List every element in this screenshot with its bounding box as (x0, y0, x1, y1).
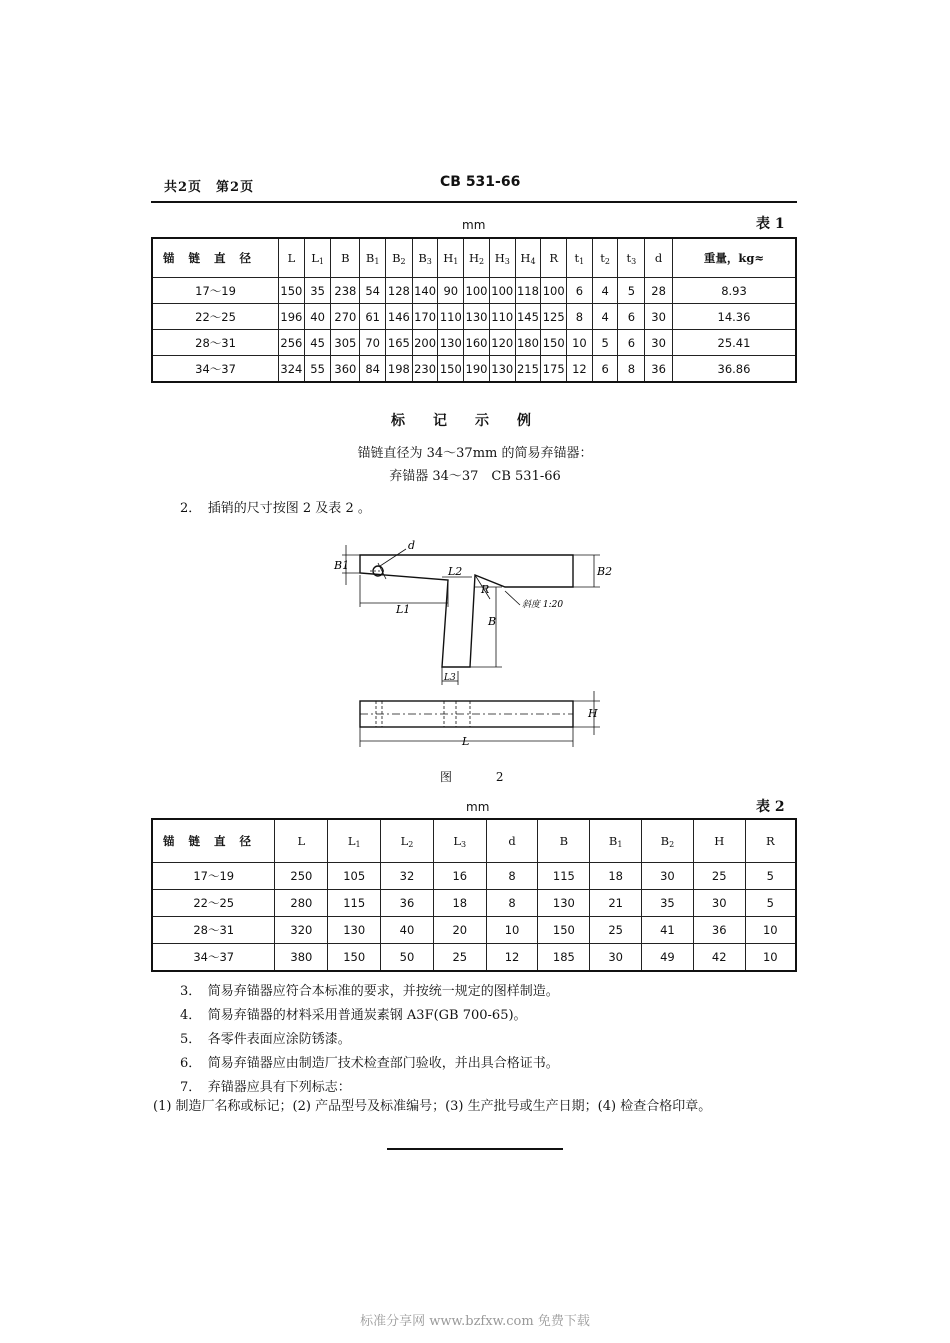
table1-header-cell: 锚链直径 (152, 238, 279, 278)
table-cell: 25 (433, 944, 486, 972)
table-cell: 32 (381, 863, 434, 890)
table-cell: 130 (438, 330, 464, 356)
table-cell: 25 (693, 863, 745, 890)
table-cell: 25 (590, 917, 642, 944)
table1-header-cell: $L_1$ (304, 238, 331, 278)
end-rule (387, 1148, 563, 1150)
table-cell: 30 (590, 944, 642, 972)
table1-header-cell: $B_3$ (412, 238, 438, 278)
table-cell: 21 (590, 890, 642, 917)
figure-caption: 图 2 (440, 770, 524, 784)
table-cell: 30 (693, 890, 745, 917)
table1-header-cell: $B_2$ (386, 238, 413, 278)
table1-header-cell: R (541, 238, 567, 278)
table-cell: 110 (438, 304, 464, 330)
table2-header-cell: $L_1$ (328, 819, 381, 863)
table-cell: 22～25 (152, 304, 279, 330)
label-l1: L1 (396, 603, 411, 616)
table-cell: 150 (438, 356, 464, 383)
table-cell: 40 (381, 917, 434, 944)
table1-header-cell: $H_4$ (515, 238, 541, 278)
table-cell: 16 (433, 863, 486, 890)
table-cell: 140 (412, 278, 438, 304)
table-row (152, 304, 796, 330)
table-cell: 5 (618, 278, 645, 304)
table-cell: 320 (275, 917, 328, 944)
note-4: 4． 简易弃锚器的材料采用普通炭素钢 A3F(GB 700-65)。 (180, 1008, 527, 1023)
table-cell: 198 (386, 356, 413, 383)
example-line-2: 弃锚器 34～37 CB 531-66 (389, 469, 561, 484)
table-cell: 8 (486, 863, 538, 890)
table-cell: 36 (693, 917, 745, 944)
table-cell: 36 (381, 890, 434, 917)
table-cell: 4 (592, 278, 618, 304)
table-cell: 35 (304, 278, 331, 304)
table-cell: 5 (745, 863, 796, 890)
table-cell: 230 (412, 356, 438, 383)
table-cell: 70 (360, 330, 386, 356)
table2-header-cell: $B_2$ (642, 819, 694, 863)
table2-header-cell: H (693, 819, 745, 863)
table-cell: 165 (386, 330, 413, 356)
table-cell: 10 (745, 944, 796, 972)
table-cell: 8 (567, 304, 593, 330)
label-slope: 斜度 1:20 (522, 600, 564, 610)
table-cell: 170 (412, 304, 438, 330)
table-cell: 30 (642, 863, 694, 890)
table-cell: 5 (592, 330, 618, 356)
table-cell: 49 (642, 944, 694, 972)
table-cell: 34～37 (152, 944, 275, 972)
table-cell: 18 (590, 863, 642, 890)
label-b1: B1 (334, 559, 350, 572)
table-cell: 110 (489, 304, 515, 330)
label-l2: L2 (448, 565, 463, 578)
table-cell: 105 (328, 863, 381, 890)
table-cell: 180 (515, 330, 541, 356)
table-cell: 118 (515, 278, 541, 304)
table-cell: 130 (489, 356, 515, 383)
table2-header-cell: $L_3$ (433, 819, 486, 863)
table2-header-cell: L (275, 819, 328, 863)
table-cell: 238 (331, 278, 360, 304)
table-cell: 50 (381, 944, 434, 972)
table-cell: 36 (645, 356, 673, 383)
page-count: 共2页 第2页 (164, 180, 255, 195)
table-cell: 22～25 (152, 890, 275, 917)
table-cell: 360 (331, 356, 360, 383)
table-cell: 146 (386, 304, 413, 330)
table-cell: 130 (464, 304, 490, 330)
table-cell: 18 (433, 890, 486, 917)
table1-header-row (152, 238, 796, 278)
label-h: H (588, 707, 598, 720)
table-row (152, 356, 796, 383)
table-cell: 28～31 (152, 330, 279, 356)
table-row (152, 917, 796, 944)
table-cell: 8.93 (672, 278, 796, 304)
table-cell: 160 (464, 330, 490, 356)
table-cell: 215 (515, 356, 541, 383)
table2-header-cell: $B_1$ (590, 819, 642, 863)
table-row (152, 278, 796, 304)
table-cell: 100 (541, 278, 567, 304)
label-l: L (462, 735, 470, 748)
table-cell: 190 (464, 356, 490, 383)
table2-header-cell: $L_2$ (381, 819, 434, 863)
table2-header-cell: 锚链直径 (152, 819, 275, 863)
note-6: 6． 简易弃锚器应由制造厂技术检查部门验收，并出具合格证书。 (180, 1056, 559, 1071)
table-cell: 6 (618, 330, 645, 356)
table-cell: 6 (592, 356, 618, 383)
table-cell: 17～19 (152, 278, 279, 304)
table-cell: 28～31 (152, 917, 275, 944)
table-cell: 175 (541, 356, 567, 383)
table-cell: 145 (515, 304, 541, 330)
table-cell: 54 (360, 278, 386, 304)
note-7-items: (1) 制造厂名称或标记；(2) 产品型号及标准编号；(3) 生产批号或生产日期；(4) 检查合格印章。 (153, 1099, 712, 1114)
table-cell: 150 (328, 944, 381, 972)
table-row (152, 944, 796, 972)
table1-label: 表 1 (756, 216, 785, 232)
table1-header-cell: $H_2$ (464, 238, 490, 278)
table2-unit: mm (466, 800, 490, 814)
table1-header-cell: $B_1$ (360, 238, 386, 278)
table-cell: 8 (486, 890, 538, 917)
table-cell: 10 (486, 917, 538, 944)
table-cell: 380 (275, 944, 328, 972)
note-3: 3． 简易弃锚器应符合本标准的要求，并按统一规定的图样制造。 (180, 984, 559, 999)
watermark: 标准分享网 www.bzfxw.com 免费下载 (360, 1314, 590, 1329)
table-cell: 34～37 (152, 356, 279, 383)
table-cell: 12 (567, 356, 593, 383)
table1-header-cell: $t_2$ (592, 238, 618, 278)
table-cell: 250 (275, 863, 328, 890)
table-cell: 41 (642, 917, 694, 944)
table-cell: 17～19 (152, 863, 275, 890)
table-2 (151, 818, 797, 972)
table-cell: 280 (275, 890, 328, 917)
table-cell: 125 (541, 304, 567, 330)
table-cell: 25.41 (672, 330, 796, 356)
table1-header-cell: B (331, 238, 360, 278)
table-cell: 6 (567, 278, 593, 304)
table-cell: 61 (360, 304, 386, 330)
table-cell: 55 (304, 356, 331, 383)
table-cell: 185 (538, 944, 590, 972)
table1-header-cell: 重量，kg≈ (672, 238, 796, 278)
table-cell: 115 (328, 890, 381, 917)
table-cell: 5 (745, 890, 796, 917)
table1-header-cell: $t_1$ (567, 238, 593, 278)
table-cell: 8 (618, 356, 645, 383)
label-d: d (408, 539, 416, 552)
table-cell: 90 (438, 278, 464, 304)
table2-label: 表 2 (756, 799, 785, 815)
table-cell: 20 (433, 917, 486, 944)
table-cell: 100 (489, 278, 515, 304)
table-cell: 256 (279, 330, 305, 356)
table-row (152, 330, 796, 356)
table-cell: 10 (745, 917, 796, 944)
standard-code: CB 531-66 (440, 174, 521, 190)
figure-2-drawing (330, 535, 620, 750)
table1-header-cell: d (645, 238, 673, 278)
table1-header-cell: $H_1$ (438, 238, 464, 278)
table1-header-cell: $t_3$ (618, 238, 645, 278)
table-cell: 115 (538, 863, 590, 890)
table-cell: 10 (567, 330, 593, 356)
pin-top-view (360, 555, 573, 667)
table-cell: 14.36 (672, 304, 796, 330)
table-cell: 324 (279, 356, 305, 383)
table-cell: 305 (331, 330, 360, 356)
table-cell: 196 (279, 304, 305, 330)
table-cell: 35 (642, 890, 694, 917)
table-row (152, 890, 796, 917)
table-cell: 30 (645, 304, 673, 330)
table-row (152, 863, 796, 890)
header-rule (151, 201, 797, 203)
table-cell: 130 (328, 917, 381, 944)
table2-header-cell: B (538, 819, 590, 863)
table-cell: 128 (386, 278, 413, 304)
table-cell: 6 (618, 304, 645, 330)
note-7: 7． 弃锚器应具有下列标志： (180, 1080, 351, 1095)
table-cell: 150 (541, 330, 567, 356)
example-line-1: 锚链直径为 34～37mm 的简易弃锚器： (357, 446, 593, 461)
table-cell: 30 (645, 330, 673, 356)
label-b2: B2 (597, 565, 613, 578)
table-cell: 12 (486, 944, 538, 972)
example-title: 标记示例 (391, 413, 559, 429)
table-cell: 42 (693, 944, 745, 972)
table-cell: 120 (489, 330, 515, 356)
table-cell: 45 (304, 330, 331, 356)
table-cell: 270 (331, 304, 360, 330)
table-cell: 4 (592, 304, 618, 330)
label-r: R (481, 583, 490, 596)
item-2: 2． 插销的尺寸按图 2 及表 2 。 (180, 501, 371, 516)
table2-header-row (152, 819, 796, 863)
label-b: B (488, 615, 497, 628)
table2-header-cell: R (745, 819, 796, 863)
table-cell: 200 (412, 330, 438, 356)
table-1 (151, 237, 797, 383)
table-cell: 130 (538, 890, 590, 917)
table-cell: 150 (279, 278, 305, 304)
table-cell: 100 (464, 278, 490, 304)
table1-header-cell: $H_3$ (489, 238, 515, 278)
table-cell: 40 (304, 304, 331, 330)
note-5: 5． 各零件表面应涂防锈漆。 (180, 1032, 351, 1047)
table-cell: 150 (538, 917, 590, 944)
table1-unit: mm (462, 218, 486, 232)
table-cell: 84 (360, 356, 386, 383)
table-cell: 28 (645, 278, 673, 304)
table1-header-cell: L (279, 238, 305, 278)
table-cell: 36.86 (672, 356, 796, 383)
table2-header-cell: d (486, 819, 538, 863)
label-l3: L3 (444, 673, 456, 683)
